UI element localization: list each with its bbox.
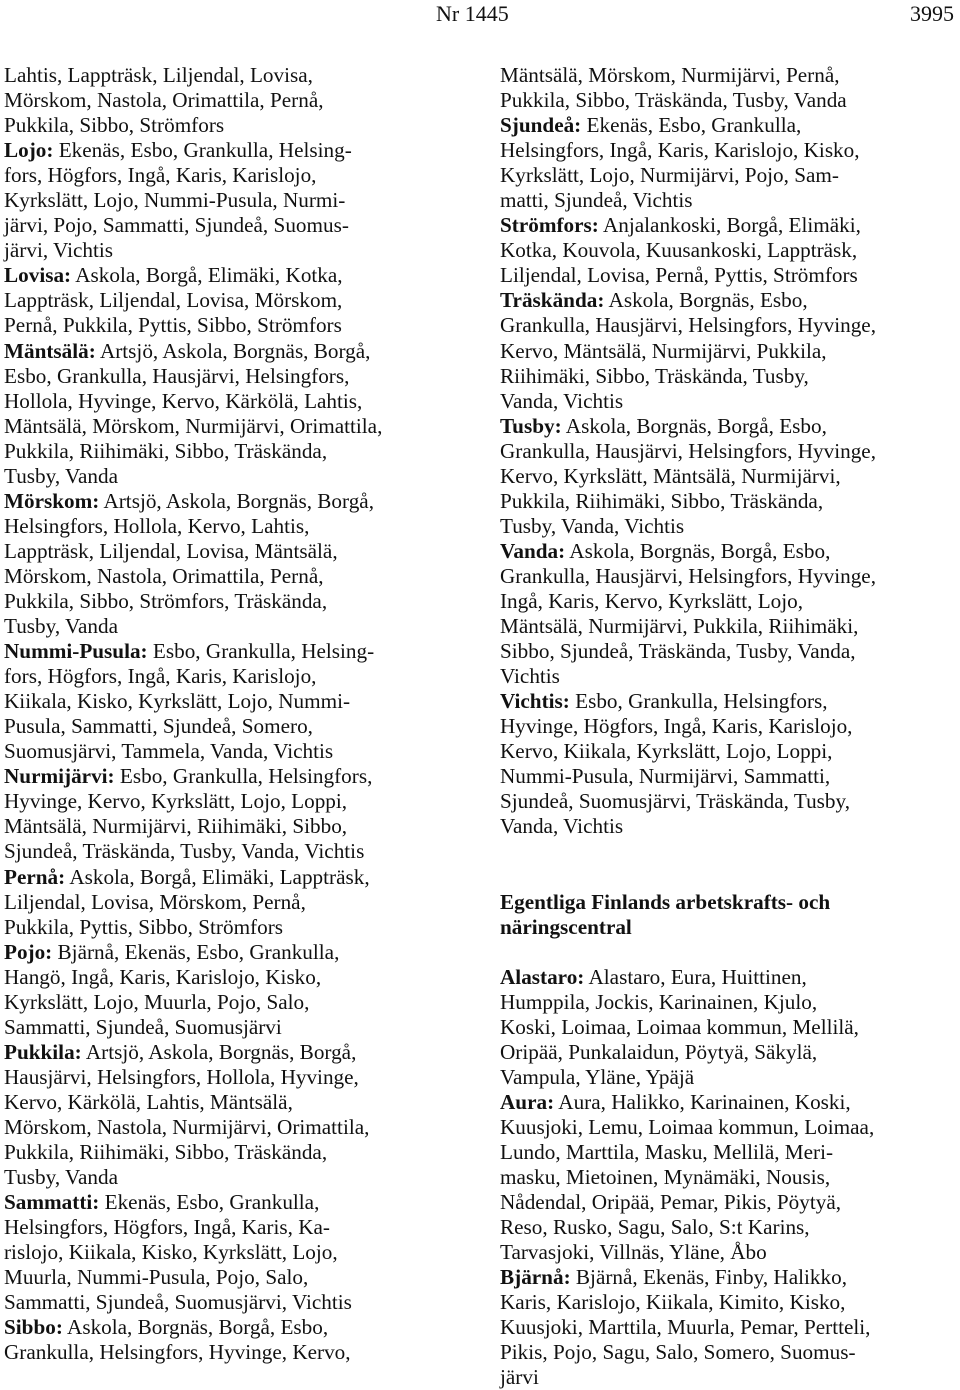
entry-line (4, 814, 466, 839)
entry-line (500, 1140, 960, 1165)
entry-term: Bjärnå: (500, 1265, 571, 1290)
entry-text: masku, Mietoinen, Mynämäki, Nousis, (500, 1165, 831, 1190)
municipality-entry (500, 689, 960, 839)
entry-text: Hausjärvi, Helsingfors, Hollola, Hyvinge, (4, 1064, 359, 1089)
entry-line (4, 689, 466, 714)
entry-line (500, 1340, 960, 1365)
entry-text: järvi, Vichtis (4, 238, 113, 263)
entry-text: Pukkila, Pyttis, Sibbo, Strömfors (4, 914, 284, 939)
entry-text: Hyvinge, Högfors, Ingå, Karis, Karislojo, (500, 714, 853, 739)
entry-text: Lundo, Marttila, Masku, Mellilä, Meri- (500, 1140, 834, 1165)
entry-line (4, 339, 466, 364)
municipality-entry (4, 263, 466, 338)
entry-text: Mäntsälä, Nurmijärvi, Pukkila, Riihimäki, (500, 614, 859, 639)
entry-term: Nurmijärvi: (4, 764, 115, 789)
municipality-entry (4, 1190, 466, 1315)
entry-line (4, 1040, 466, 1065)
entry-text: Tusby, Vanda (4, 614, 119, 639)
entry-text: Pernå, Pukkila, Pyttis, Sibbo, Strömfors (4, 313, 342, 338)
municipality-entry (4, 138, 466, 263)
entry-term: Sibbo: (4, 1315, 63, 1340)
entry-line (500, 764, 960, 789)
entry-term: Pernå: (4, 864, 66, 889)
municipality-entry (4, 489, 466, 639)
entry-text: Hollola, Hyvinge, Kervo, Kärkölä, Lahtis, (4, 388, 363, 413)
municipality-entry (4, 940, 466, 1040)
entry-text: Sammatti, Sjundeå, Suomusjärvi (4, 1014, 282, 1039)
entry-text: Helsingfors, Ingå, Karis, Karislojo, Kisko, (500, 138, 860, 163)
entry-line (4, 739, 466, 764)
right-column (500, 63, 960, 1390)
entry-line (4, 313, 466, 338)
entry-text: Esbo, Grankulla, Hausjärvi, Helsingfors, (4, 363, 350, 388)
entry-line (4, 63, 466, 88)
entry-line (500, 990, 960, 1015)
page-header (0, 0, 960, 32)
entry-text: Pukkila, Sibbo, Strömfors (4, 113, 225, 138)
entry-text: Esbo, Grankulla, Helsing- (147, 639, 375, 664)
entry-line (500, 238, 960, 263)
entry-line (4, 1240, 466, 1265)
entry-term: Nummi-Pusula: (4, 639, 148, 664)
entry-text: Tusby, Vanda (4, 463, 119, 488)
entry-text: Reso, Rusko, Sagu, Salo, S:t Karins, (500, 1215, 810, 1240)
entry-text: Grankulla, Hausjärvi, Helsingfors, Hyvinge, (500, 438, 876, 463)
entry-line (4, 915, 466, 940)
entry-term: Pukkila: (4, 1039, 82, 1064)
entry-line (500, 213, 960, 238)
municipality-entry (500, 288, 960, 413)
entry-text: Esbo, Grankulla, Helsingfors, (569, 689, 828, 714)
entry-text: Pikis, Pojo, Sagu, Salo, Somero, Suomus- (500, 1340, 856, 1365)
municipality-entry (500, 213, 960, 288)
entry-text: Askola, Borgnäs, Borgå, Esbo, (565, 538, 831, 563)
entry-line (500, 1190, 960, 1215)
entry-line (500, 489, 960, 514)
spacer (500, 839, 960, 864)
entry-line (500, 1165, 960, 1190)
entry-line (500, 539, 960, 564)
entry-text: Askola, Borgnäs, Esbo, (604, 288, 808, 313)
entry-line (500, 739, 960, 764)
entry-line (500, 1015, 960, 1040)
entry-text: Anjalankoski, Borgå, Elimäki, (598, 213, 861, 238)
entry-line (4, 1065, 466, 1090)
entry-text: Liljendal, Lovisa, Mörskom, Pernå, (4, 889, 306, 914)
entry-term: Vanda: (500, 538, 566, 563)
entry-text: Helsingfors, Hollola, Kervo, Lahtis, (4, 513, 310, 538)
spacer (500, 865, 960, 890)
entry-line (500, 589, 960, 614)
entry-text: Hyvinge, Kervo, Kyrkslätt, Lojo, Loppi, (4, 789, 348, 814)
entry-text: Nummi-Pusula, Nurmijärvi, Sammatti, (500, 764, 831, 789)
entry-line (4, 714, 466, 739)
entry-line (4, 263, 466, 288)
entry-line (500, 414, 960, 439)
entry-text: Artsjö, Askola, Borgnäs, Borgå, (95, 338, 371, 363)
entry-line (500, 664, 960, 689)
entry-term: Lojo: (4, 138, 54, 163)
entry-line (500, 614, 960, 639)
entry-line (4, 1190, 466, 1215)
entry-text: Esbo, Grankulla, Helsingfors, (114, 764, 373, 789)
entry-text: Tarvasjoki, Villnäs, Yläne, Åbo (500, 1240, 767, 1265)
entry-line (500, 138, 960, 163)
municipality-entry (500, 414, 960, 539)
issue-number: Nr 1445 (436, 1, 509, 26)
entry-text: Kyrkslätt, Lojo, Muurla, Pojo, Salo, (4, 989, 310, 1014)
entry-line (500, 514, 960, 539)
municipality-entry (500, 1090, 960, 1265)
entry-line (4, 489, 466, 514)
entry-text: Kyrkslätt, Lojo, Nummi-Pusula, Nurmi- (4, 188, 346, 213)
entry-text: Alastaro, Eura, Huittinen, (584, 964, 807, 989)
entry-line (500, 313, 960, 338)
entry-line (4, 564, 466, 589)
entry-text: Koski, Loimaa, Loimaa kommun, Mellilä, (500, 1014, 859, 1039)
entry-text: Kuusjoki, Lemu, Loimaa kommun, Loimaa, (500, 1114, 875, 1139)
entry-line (4, 639, 466, 664)
entry-line (4, 1115, 466, 1140)
entry-text: Suomusjärvi, Tammela, Vanda, Vichtis (4, 739, 334, 764)
entry-line (500, 1265, 960, 1290)
entry-text: Tusby, Vanda (4, 1165, 119, 1190)
entry-text: Vanda, Vichtis (500, 814, 624, 839)
entry-line (500, 113, 960, 138)
entry-line (500, 1215, 960, 1240)
entry-text: Kyrkslätt, Lojo, Nurmijärvi, Pojo, Sam- (500, 163, 839, 188)
page-number: 3995 (910, 1, 954, 26)
entry-line (4, 1290, 466, 1315)
entry-text: Artsjö, Askola, Borgnäs, Borgå, (99, 488, 374, 513)
entry-line (4, 764, 466, 789)
entry-line (500, 1365, 960, 1390)
entry-line (4, 514, 466, 539)
entry-line (500, 965, 960, 990)
right-column-entries (500, 63, 960, 839)
entry-text: Sjundeå, Träskända, Tusby, Vanda, Vichtis (4, 839, 365, 864)
entry-line (4, 1215, 466, 1240)
entry-line (4, 664, 466, 689)
entry-text: Tusby, Vanda, Vichtis (500, 513, 685, 538)
entry-text: Lappträsk, Liljendal, Lovisa, Mörskom, (4, 288, 343, 313)
entry-text: Ekenäs, Esbo, Grankulla, (581, 113, 802, 138)
entry-text: Ekenäs, Esbo, Grankulla, Helsing- (53, 138, 352, 163)
entry-line (500, 288, 960, 313)
municipality-entry (500, 113, 960, 213)
entry-line (500, 389, 960, 414)
entry-text: Ekenäs, Esbo, Grankulla, (99, 1190, 320, 1215)
entry-line (4, 364, 466, 389)
entry-line (4, 88, 466, 113)
entry-line (500, 814, 960, 839)
entry-term: Alastaro: (500, 964, 585, 989)
entry-line (4, 940, 466, 965)
entry-line (500, 163, 960, 188)
entry-text: matti, Sjundeå, Vichtis (500, 188, 693, 213)
entry-line (4, 890, 466, 915)
entry-text: Muurla, Nummi-Pusula, Pojo, Salo, (4, 1265, 309, 1290)
entry-line (4, 839, 466, 864)
entry-term: Aura: (500, 1089, 555, 1114)
entry-line (4, 1340, 466, 1365)
entry-line (4, 163, 466, 188)
municipality-entry (4, 639, 466, 764)
entry-text: Sjundeå, Suomusjärvi, Träskända, Tusby, (500, 789, 851, 814)
spacer (500, 940, 960, 965)
entry-line (4, 589, 466, 614)
entry-line (500, 1090, 960, 1115)
section-heading (500, 890, 960, 940)
entry-line (4, 464, 466, 489)
municipality-entry (4, 1040, 466, 1190)
entry-text: rislojo, Kiikala, Kisko, Kyrkslätt, Lojo, (4, 1240, 338, 1265)
entry-text: Oripää, Punkalaidun, Pöytyä, Säkylä, (500, 1039, 818, 1064)
entry-line (4, 213, 466, 238)
municipality-entry (500, 539, 960, 689)
entry-line (500, 714, 960, 739)
entry-text: Ingå, Karis, Kervo, Kyrkslätt, Lojo, (500, 588, 804, 613)
entry-line (4, 1165, 466, 1190)
entry-text: Helsingfors, Högfors, Ingå, Karis, Ka- (4, 1215, 330, 1240)
entry-line (4, 789, 466, 814)
entry-line (4, 414, 466, 439)
entry-line (500, 364, 960, 389)
entry-text: Grankulla, Helsingfors, Hyvinge, Kervo, (4, 1340, 351, 1365)
entry-line (4, 1090, 466, 1115)
entry-text: Bjärnå, Ekenäs, Esbo, Grankulla, (52, 939, 340, 964)
entry-line (4, 188, 466, 213)
municipality-entry (4, 63, 466, 138)
entry-line (500, 789, 960, 814)
entry-line (4, 1315, 466, 1340)
municipality-entry (4, 764, 466, 864)
entry-term: Lovisa: (4, 263, 72, 288)
entry-text: Mörskom, Nastola, Orimattila, Pernå, (4, 563, 324, 588)
entry-term: Pojo: (4, 939, 53, 964)
entry-line (4, 1015, 466, 1040)
entry-line (500, 263, 960, 288)
entry-text: Mäntsälä, Nurmijärvi, Riihimäki, Sibbo, (4, 814, 348, 839)
entry-line (4, 113, 466, 138)
entry-text: Sibbo, Sjundeå, Träskända, Tusby, Vanda, (500, 639, 856, 664)
entry-term: Vichtis: (500, 689, 570, 714)
entry-text: Kervo, Kyrkslätt, Mäntsälä, Nurmijärvi, (500, 463, 841, 488)
entry-text: Pusula, Sammatti, Sjundeå, Somero, (4, 714, 313, 739)
entry-line (4, 1140, 466, 1165)
entry-line (4, 539, 466, 564)
entry-text: Kervo, Kiikala, Kyrkslätt, Lojo, Loppi, (500, 739, 833, 764)
entry-text: Mäntsälä, Mörskom, Nurmijärvi, Orimattila, (4, 413, 383, 438)
entry-line (500, 1040, 960, 1065)
entry-text: Askola, Borgå, Elimäki, Kotka, (71, 263, 343, 288)
entry-text: Askola, Borgnäs, Borgå, Esbo, (561, 413, 827, 438)
entry-line (4, 288, 466, 313)
entry-line (500, 1290, 960, 1315)
entry-line (4, 1265, 466, 1290)
entry-line (500, 63, 960, 88)
entry-text: Riihimäki, Sibbo, Träskända, Tusby, (500, 363, 809, 388)
entry-term: Tusby: (500, 413, 562, 438)
entry-line (4, 389, 466, 414)
entry-line (500, 689, 960, 714)
entry-line (500, 1240, 960, 1265)
entry-term: Mäntsälä: (4, 338, 96, 363)
entry-text: Mörskom, Nastola, Orimattila, Pernå, (4, 88, 324, 113)
entry-text: Bjärnå, Ekenäs, Finby, Halikko, (570, 1265, 847, 1290)
section-heading-line: näringscentral (500, 914, 632, 939)
entry-text: Lahtis, Lappträsk, Liljendal, Lovisa, (4, 63, 313, 87)
entry-line (500, 1065, 960, 1090)
entry-text: Mörskom, Nastola, Nurmijärvi, Orimattila, (4, 1114, 370, 1139)
entry-line (4, 238, 466, 263)
entry-text: Pukkila, Sibbo, Strömfors, Träskända, (4, 588, 328, 613)
entry-text: Askola, Borgnäs, Borgå, Esbo, (62, 1315, 329, 1340)
entry-text: Grankulla, Hausjärvi, Helsingfors, Hyvinge, (500, 563, 876, 588)
entry-term: Sjundeå: (500, 113, 582, 138)
section-heading-line: Egentliga Finlands arbetskrafts- och (500, 889, 831, 914)
entry-text: Pukkila, Riihimäki, Sibbo, Träskända, (4, 1140, 328, 1165)
entry-text: Kuusjoki, Marttila, Muurla, Pemar, Pertteli, (500, 1315, 871, 1340)
entry-text: Hangö, Ingå, Karis, Karislojo, Kisko, (4, 964, 322, 989)
municipality-entry (500, 63, 960, 113)
entry-line (500, 88, 960, 113)
entry-text: Pukkila, Riihimäki, Sibbo, Träskända, (4, 438, 328, 463)
entry-line (4, 865, 466, 890)
entry-line (500, 188, 960, 213)
entry-line (500, 439, 960, 464)
entry-line (4, 965, 466, 990)
entry-line (4, 990, 466, 1015)
municipality-entry (500, 965, 960, 1090)
entry-text: Artsjö, Askola, Borgnäs, Borgå, (81, 1039, 357, 1064)
left-column (4, 63, 466, 1365)
entry-text: Vanda, Vichtis (500, 388, 624, 413)
entry-text: järvi, Pojo, Sammatti, Sjundeå, Suomus- (4, 213, 349, 238)
entry-text: Sammatti, Sjundeå, Suomusjärvi, Vichtis (4, 1290, 352, 1315)
entry-term: Strömfors: (500, 213, 599, 238)
entry-line (500, 464, 960, 489)
entry-text: Kervo, Mäntsälä, Nurmijärvi, Pukkila, (500, 338, 827, 363)
municipality-entry (500, 1265, 960, 1390)
municipality-entry (4, 339, 466, 489)
entry-text: Mäntsälä, Mörskom, Nurmijärvi, Pernå, (500, 63, 840, 87)
entry-text: Grankulla, Hausjärvi, Helsingfors, Hyvinge, (500, 313, 876, 338)
entry-text: Liljendal, Lovisa, Pernå, Pyttis, Strömfors (500, 263, 858, 288)
entry-line (500, 639, 960, 664)
entry-line (500, 1115, 960, 1140)
entry-term: Mörskom: (4, 488, 100, 513)
entry-text: Vampula, Yläne, Ypäjä (500, 1064, 695, 1089)
entry-line (500, 564, 960, 589)
entry-text: järvi (500, 1365, 539, 1390)
entry-line (500, 1315, 960, 1340)
entry-text: Nådendal, Oripää, Pemar, Pikis, Pöytyä, (500, 1190, 842, 1215)
entry-term: Träskända: (500, 288, 605, 313)
entry-text: fors, Högfors, Ingå, Karis, Karislojo, (4, 664, 317, 689)
entry-term: Sammatti: (4, 1190, 100, 1215)
entry-text: Kotka, Kouvola, Kuusankoski, Lappträsk, (500, 238, 858, 263)
entry-line (4, 439, 466, 464)
entry-text: Aura, Halikko, Karinainen, Koski, (554, 1089, 851, 1114)
entry-text: Kiikala, Kisko, Kyrkslätt, Lojo, Nummi- (4, 689, 351, 714)
entry-text: fors, Högfors, Ingå, Karis, Karislojo, (4, 163, 317, 188)
municipality-entry (4, 1315, 466, 1365)
entry-text: Askola, Borgå, Elimäki, Lappträsk, (65, 864, 370, 889)
right-column-section-entries (500, 965, 960, 1390)
entry-text: Lappträsk, Liljendal, Lovisa, Mäntsälä, (4, 538, 338, 563)
entry-text: Kervo, Kärkölä, Lahtis, Mäntsälä, (4, 1089, 293, 1114)
entry-line (4, 138, 466, 163)
entry-text: Pukkila, Sibbo, Träskända, Tusby, Vanda (500, 88, 847, 113)
entry-text: Karis, Karislojo, Kiikala, Kimito, Kisko, (500, 1290, 846, 1315)
entry-text: Humppila, Jockis, Karinainen, Kjulo, (500, 989, 818, 1014)
entry-text: Vichtis (500, 664, 560, 689)
entry-line (500, 339, 960, 364)
municipality-entry (4, 865, 466, 940)
entry-line (4, 614, 466, 639)
entry-text: Pukkila, Riihimäki, Sibbo, Träskända, (500, 488, 824, 513)
